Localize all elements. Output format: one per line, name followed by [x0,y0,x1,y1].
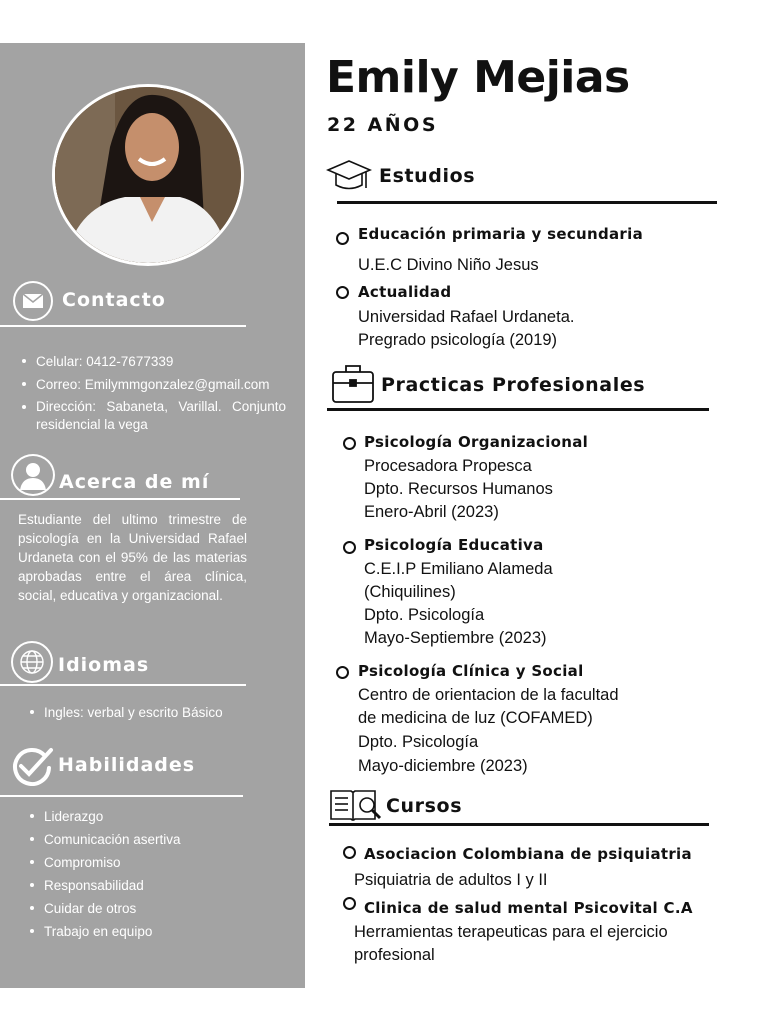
study-line: Universidad Rafael Urdaneta. [358,308,575,326]
practices-heading: Practicas Profesionales [381,374,646,396]
practice-line: Centro de orientacion de la facultad [358,686,619,704]
contact-phone: Celular: 0412-7677339 [20,350,300,373]
skill-item: Compromiso [28,851,298,874]
languages-divider [0,684,246,686]
profile-photo [52,84,244,266]
languages-heading: Idiomas [58,654,150,676]
studies-heading: Estudios [379,165,476,187]
contact-heading: Contacto [62,289,166,311]
skill-item: Liderazgo [28,805,298,828]
bullet-circle [336,232,349,245]
bullet-circle [343,846,356,859]
contact-list [20,350,300,434]
checkmark-icon [9,746,55,791]
contact-divider [0,325,246,327]
practice-line: Procesadora Propesca [364,457,532,475]
contact-email: Correo: Emilymmgonzalez@gmail.com [20,373,300,396]
skill-item: Trabajo en equipo [28,920,298,943]
study-line: U.E.C Divino Niño Jesus [358,256,539,274]
full-name: Emily Mejias [326,52,630,103]
bullet-circle [343,437,356,450]
envelope-icon [13,281,53,321]
briefcase-icon [331,363,377,410]
bullet-circle [343,897,356,910]
practice-line: Enero-Abril (2023) [364,503,499,521]
course-line: Psiquiatria de adultos I y II [354,871,548,889]
practice-title: Psicología Organizacional [364,433,589,451]
course-title: Clinica de salud mental Psicovital C.A [364,899,693,917]
courses-heading: Cursos [386,795,463,817]
bullet-circle [336,666,349,679]
course-line: Herramientas terapeuticas para el ejercicio [354,923,668,941]
skill-item: Comunicación asertiva [28,828,298,851]
practice-line: de medicina de luz (COFAMED) [358,709,593,727]
studies-divider [337,201,717,204]
practice-line: Mayo-diciembre (2023) [358,757,528,775]
practice-line: Dpto. Recursos Humanos [364,480,553,498]
about-divider [0,498,240,500]
person-icon [11,454,55,496]
practice-line: (Chiquilines) [364,583,456,601]
practice-line: Mayo-Septiembre (2023) [364,629,547,647]
globe-icon [11,641,53,683]
study-title: Educación primaria y secundaria [358,225,643,243]
about-text: Estudiante del ultimo trimestre de psicología en la Universidad Rafael Urdaneta con el 95% de las materias aprobadas entre el área clínica, social, educativa y organizacional. [18,512,247,603]
about-heading: Acerca de mí [59,471,210,493]
skills-divider [0,795,243,797]
bullet-circle [336,286,349,299]
courses-divider [329,823,709,826]
language-item: Ingles: verbal y escrito Básico [28,701,298,724]
practice-line: C.E.I.P Emiliano Alameda [364,560,553,578]
bullet-circle [343,541,356,554]
book-magnifier-icon [329,787,383,828]
practice-title: Psicología Clínica y Social [358,662,584,680]
study-title: Actualidad [358,283,452,301]
contact-address: Dirección: Sabaneta, Varillal. Conjunto residencial la vega [20,396,286,434]
practice-line: Dpto. Psicología [364,606,485,624]
skills-list [28,805,298,943]
graduation-cap-icon [326,158,372,203]
skill-item: Cuidar de otros [28,897,298,920]
practice-line: Dpto. Psicología [358,733,479,751]
practice-title: Psicología Educativa [364,536,544,554]
skill-item: Responsabilidad [28,874,298,897]
practices-divider [327,408,709,411]
skills-heading: Habilidades [58,754,196,776]
study-line: Pregrado psicología (2019) [358,331,558,349]
languages-list [28,701,298,724]
course-line: profesional [354,946,435,964]
age: 22 AÑOS [327,114,438,136]
course-title: Asociacion Colombiana de psiquiatria [364,845,692,863]
